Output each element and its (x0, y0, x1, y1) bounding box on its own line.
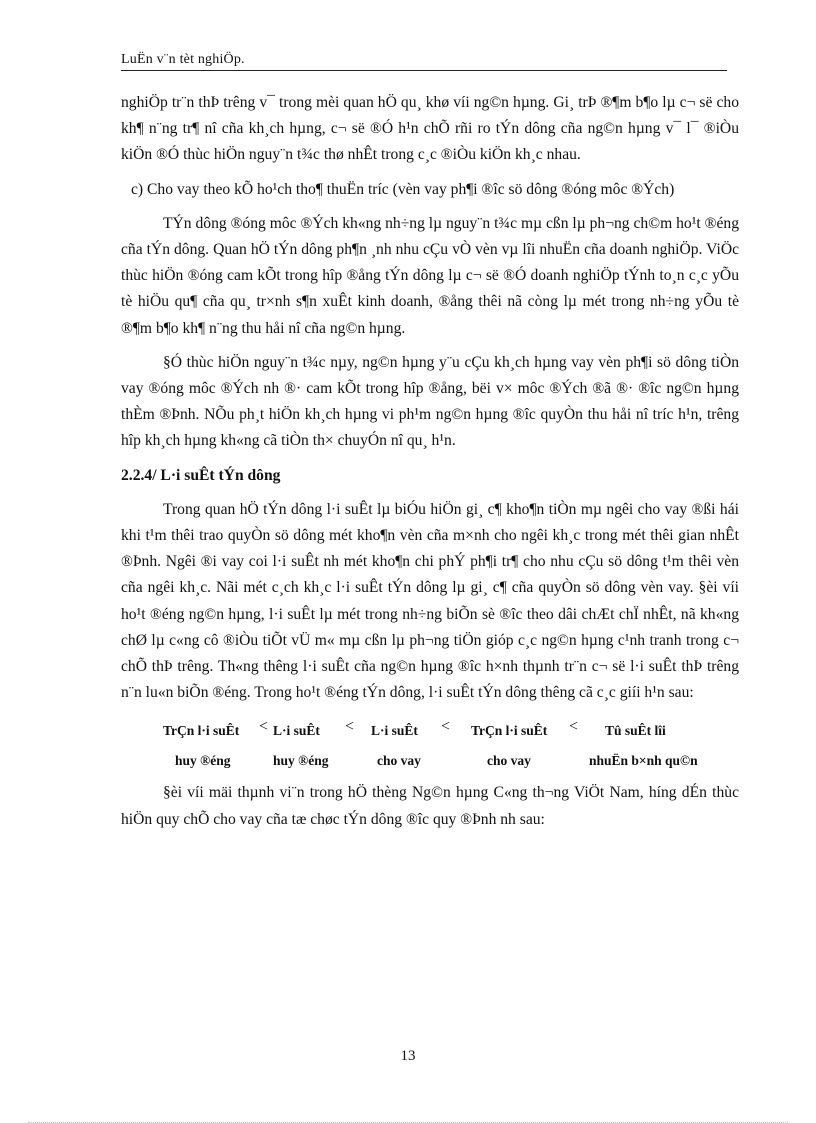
paragraph-2: c) Cho vay theo kÕ ho¹ch tho¶ thuËn tríc (vèn vay ph¶i ®îc sö dông ®óng môc ®Ých) (131, 180, 675, 198)
formula-sub-4: cho vay (487, 753, 531, 769)
formula-term-3: L·i suÊt (371, 723, 418, 739)
formula-lt-2: < (345, 718, 355, 736)
section-heading: 2.2.4/ L·i suÊt tÝn dông (121, 466, 281, 484)
paragraph-6: §èi víi mäi thµnh vi¨n trong hÖ thèng Ng©n hµng C«ng th¬ng ViÖt Nam, híng dÉn thùc hiÖn quy chÕ cho vay cña tæ chøc tÝn dông ®îc quy ®Þnh nh sau: (121, 784, 739, 828)
header-rule (121, 70, 727, 71)
paragraph-1: nghiÖp tr¨n thÞ trêng v¯ trong mèi quan hÖ qu¸ khø víi ng©n hµng. Gi¸ trÞ ®¶m b¶o lµ c¬ së cho kh¶ n¨ng tr¶ nî cña kh¸ch hµng, c¬ së ®Ó h¹n chÕ rñi ro tÝn dông cña ng©n hµng v¯ l¯ ®iÒu kiÖn ®Ó thùc hiÖn nguy¨n t¾c thø nhÊt trong c¸c ®iÒu kiÖn kh¸c nhau. (121, 94, 739, 164)
formula-lt-4: < (569, 718, 579, 736)
formula-term-2: L·i suÊt (273, 723, 320, 739)
paragraph-3: TÝn dông ®óng môc ®Ých kh«ng nh÷ng lµ nguy¨n t¾c mµ cßn lµ ph¬ng ch©m ho¹t ®éng cña tÝn dông. Quan hÖ tÝn dông ph¶n ¸nh nhu cÇu vÒ vèn vµ lîi nhuËn cña doanh nghiÖp. ViÖc thùc hiÖn ®óng cam kÕt trong hîp ®ång tÝn dông lµ c¬ së ®Ó doanh nghiÖp tÝnh to¸n c¸c yÕu tè hiÖu qu¶ cña qu¸ tr×nh s¶n xuÊt kinh doanh, ®ång thêi nã còng lµ mét trong nh÷ng yÕu tè ®¶m b¶o kh¶ n¨ng thu håi nî cña ng©n hµng. (121, 214, 739, 337)
formula-sub-3: cho vay (377, 753, 421, 769)
paragraph-4: §Ó thùc hiÖn nguy¨n t¾c nµy, ng©n hµng y¨u cÇu kh¸ch hµng vay vèn ph¶i sö dông tiÒn vay ®óng môc ®Ých nh ®· cam kÕt trong hîp ®ång, bëi v× môc ®Ých ®ã ®· ®îc ng©n hµng thÈm ®Þnh. NÕu ph¸t hiÖn kh¸ch hµng vi ph¹m ng©n hµng ®îc quyÒn thu håi nî tríc h¹n, trêng hîp kh¸ch hµng kh«ng cã tiÒn th× chuyÓn nî qu¸ h¹n. (121, 353, 739, 450)
formula-term-1: TrÇn l·i suÊt (163, 723, 240, 739)
formula-sub-5: nhuËn b×nh qu©n (589, 753, 698, 769)
running-header: LuËn v¨n tèt nghiÖp. (121, 52, 245, 67)
formula-sub-1: huy ®éng (175, 753, 231, 769)
formula-term-5: Tû suÊt lîi (605, 723, 666, 739)
page-number: 13 (400, 1048, 416, 1064)
formula-term-4: TrÇn l·i suÊt (471, 723, 548, 739)
formula-lt-1: < (259, 718, 269, 736)
paragraph-5: Trong quan hÖ tÝn dông l·i suÊt lµ biÓu hiÖn gi¸ c¶ kho¶n tiÒn mµ ngêi cho vay ®ßi hái khi t¹m thêi trao quyÒn sö dông mét kho¶n vèn cña m×nh cho ngêi kh¸c trong mét thêi gian nhÊt ®Þnh. Ngêi ®i vay coi l·i suÊt nh mét kho¶n chi phÝ ph¶i tr¶ cho nhu cÇu sö dông t¹m thêi vèn cña ngêi kh¸c. Nãi mét c¸ch kh¸c l·i suÊt tÝn dông lµ gi¸ c¶ cña quyÒn sö dông vèn vay. §èi víi ho¹t ®éng ng©n hµng, l·i suÊt lµ mét trong nh÷ng biÕn sè ®îc theo dâi chÆt chÏ nhÊt, nã kh«ng chØ lµ c«ng cô ®iÒu tiÕt vÜ m« mµ cßn lµ ph¬ng tiÖn gióp c¸c ng©n hµng c¹nh tranh trong c¬ chÕ thÞ trêng. Th«ng thêng l·i suÊt cña ng©n hµng ®îc h×nh thµnh tr¨n c¬ së l·i suÊt thÞ trêng n¨n lu«n biÕn ®éng. Trong ho¹t ®éng tÝn dông, l·i suÊt tÝn dông thêng cã c¸c giíi h¹n sau: (121, 500, 739, 702)
formula-lt-3: < (441, 718, 451, 736)
page-body (121, 90, 739, 841)
formula-sub-2: huy ®éng (273, 753, 329, 769)
interest-rate-formula (121, 714, 739, 772)
